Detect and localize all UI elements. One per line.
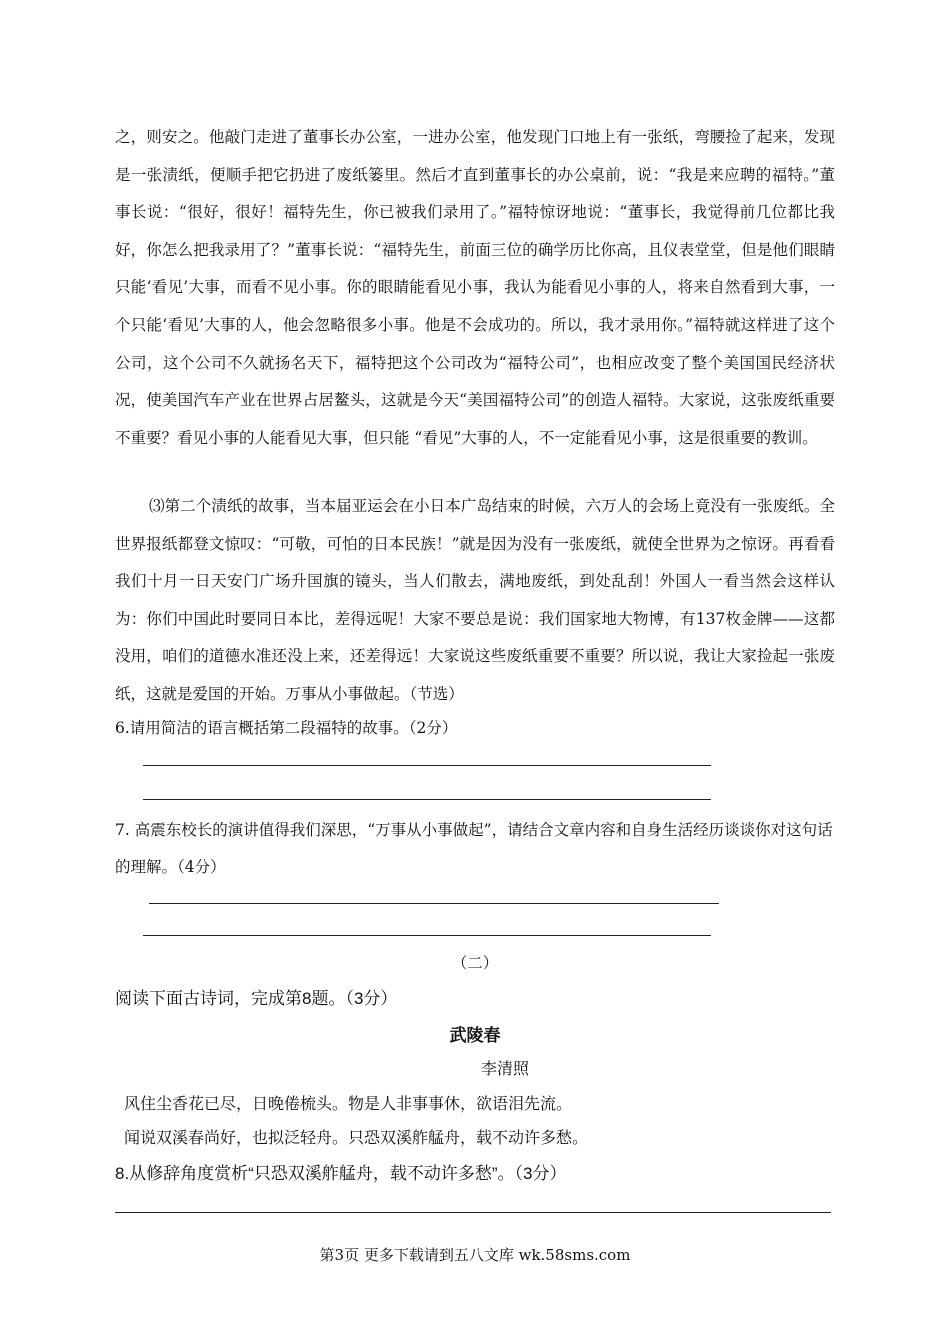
question-7: 7. 高震东校长的演讲值得我们深思，“万事从小事做起”，请结合文章内容和自身生活经历谈谈你对这句话的理解。（4分） xyxy=(115,821,833,876)
poem-title: 武陵春 xyxy=(449,1026,501,1045)
story-paragraph-ford: 之，则安之。他敲门走进了董事长办公室，一进办公室，他发现门口地上有一张纸，弯腰捡了起来，发现是一张渍纸，便顺手把它扔进了废纸篓里。然后才直到董事长的办公桌前，说：“我是来应聘的福特。”董事长说：“很好，很好！福特先生，你已被我们录用了。”福特惊讶地说：“董事长，我觉得前几位都比我好，你怎么把我录用了？”董事长说：“福特先生，前面三位的确学历比你高，且仪表堂堂，但是他们眼睛只能‘看见’大事，而看不见小事。你的眼睛能看见小事，我认为能看见小事的人，将来自然看到大事，一个只能‘看见’大事的人，他会忽略很多小事。他是不会成功的。所以，我才录用你。”福特就这样进了这个公司，这个公司不久就扬名天下，福特把这个公司改为“福特公司”，也相应改变了整个美国国民经济状况，使美国汽车产业在世界占居鳌头，这就是今天“美国福特公司”的创造人福特。大家说，这张废纸重要不重要？看见小事的人能看见大事，但只能 “看见”大事的人，不一定能看见小事，这是很重要的教训。 xyxy=(115,128,835,447)
answer-line xyxy=(143,935,711,936)
answer-line xyxy=(149,903,719,904)
story-paragraph-waste-paper: ⑶第二个渍纸的故事，当本届亚运会在小日本广岛结束的时候，六万人的会场上竟没有一张废纸。全世界报纸都登文惊叹：“可敬，可怕的日本民族！”就是因为没有一张废纸，就使全世界为之惊讶。再看看我们十月一日天安门广场升国旗的镜头，当人们散去，满地废纸，到处乱刮！外国人一看当然会这样认为：你们中国此时要同日本比，差得远呢！大家不要总是说：我们国家地大物博，有137枚金牌——这都没用，咱们的道德水准还没上来，还差得远！大家说这些废纸重要不重要？所以说，我让大家捡起一张废纸，这就是爱国的开始。万事从小事做起。（节选） xyxy=(115,497,835,703)
poem-line: 风住尘香花已尽，日晚倦梳头。物是人非事事休，欲语泪先流。 xyxy=(124,1094,573,1113)
section-header: （二） xyxy=(451,954,499,972)
answer-line xyxy=(143,799,711,800)
section-instruction: 阅读下面古诗词，完成第8题。（3分） xyxy=(115,989,398,1008)
answer-line xyxy=(115,1212,831,1213)
page-footer: 第3页 更多下载请到五八文库 wk.58sms.com xyxy=(319,1246,631,1264)
question-8: 8.从修辞角度赏析“只恐双溪舴艋舟，载不动许多愁”。（3分） xyxy=(115,1164,567,1183)
answer-line xyxy=(143,765,711,766)
poem-author: 李清照 xyxy=(480,1059,529,1078)
poem-line: 闻说双溪春尚好，也拟泛轻舟。只恐双溪舴艋舟，载不动许多愁。 xyxy=(124,1128,589,1147)
question-6: 6.请用简洁的语言概括第二段福特的故事。（2分） xyxy=(115,719,458,737)
